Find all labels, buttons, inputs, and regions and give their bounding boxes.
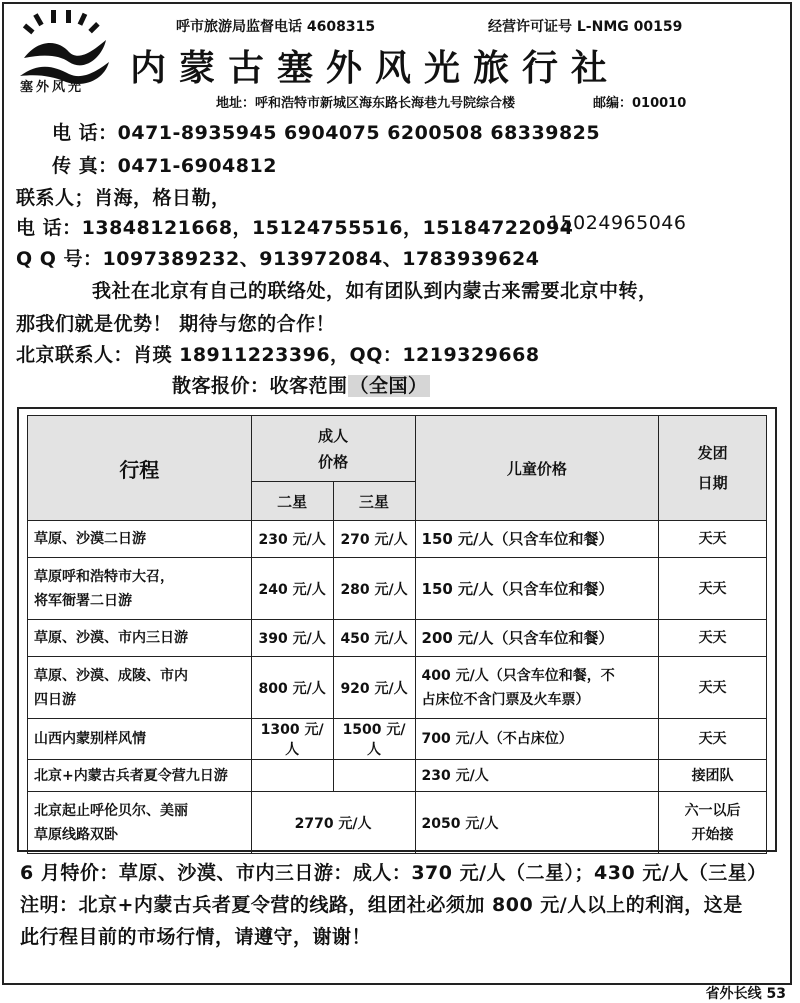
route-cell-line: 草原、沙漠二日游	[34, 531, 146, 547]
child-price-line: 200 元/人（只含车位和餐）	[421, 629, 614, 647]
depart-date	[659, 521, 767, 558]
header-three-star: 三星	[333, 482, 415, 521]
note-line2: 此行程目前的市场行情，请遵守，谢谢！	[20, 926, 372, 948]
route-cell	[28, 760, 252, 792]
mobile-label: 电 话：	[16, 217, 82, 239]
depart-date	[659, 792, 767, 854]
table-row	[28, 760, 767, 792]
depart-date-line: 天天	[698, 531, 727, 547]
route-cell	[28, 558, 252, 620]
depart-date-line: 天天	[698, 731, 727, 747]
table-row	[28, 719, 767, 760]
depart-date	[659, 620, 767, 657]
table-row	[28, 521, 767, 558]
header-child-price: 儿童价格	[415, 416, 659, 521]
header-adult-price-label: 价格	[318, 452, 349, 471]
table-header-row	[28, 416, 767, 482]
beijing-office-line1: 我社在北京有自己的联络处，如有团队到内蒙古来需要北京中转，	[92, 280, 658, 302]
license-number: 经营许可证号 L-NMG 00159	[488, 19, 683, 35]
child-price	[415, 521, 659, 558]
table-row	[28, 657, 767, 719]
june-special: 6 月特价：草原、沙漠、市内三日游：成人：370 元/人（二星）；430 元/人（三星）	[20, 862, 767, 884]
child-price	[415, 760, 659, 792]
child-price-line: 占床位不含门票及火车票）	[421, 691, 590, 708]
child-price	[415, 620, 659, 657]
mobile-row	[16, 213, 573, 240]
three-star-price: 270 元/人	[333, 521, 415, 558]
agency-name: 内蒙古塞外风光旅行社	[130, 47, 621, 89]
mobile-extra: 15024965046	[548, 212, 687, 234]
route-cell-line: 草原呼和浩特市大召，	[34, 568, 174, 585]
child-price-line: 150 元/人（只含车位和餐）	[421, 530, 614, 548]
fax-number: 0471-6904812	[117, 155, 277, 177]
three-star-price: 280 元/人	[333, 558, 415, 620]
contact-persons: 联系人；肖海，格日勒，	[16, 187, 231, 209]
child-price-line: 230 元/人	[421, 767, 489, 784]
phone-label: 电 话：	[52, 122, 118, 144]
mobile-numbers: 13848121668，15124755516，15184722094	[81, 217, 574, 239]
depart-date-line: 天天	[698, 580, 727, 597]
depart-date-line: 接团队	[691, 767, 734, 784]
two-star-price	[251, 760, 333, 792]
route-cell-line: 四日游	[34, 691, 76, 708]
address: 地址：呼和浩特市新城区海东路长海巷九号院综合楼	[216, 96, 516, 111]
depart-date	[659, 558, 767, 620]
table-row	[28, 620, 767, 657]
route-cell-line: 北京起止呼伦贝尔、美丽	[34, 802, 188, 819]
route-cell-line: 山西内蒙别样风情	[34, 731, 146, 747]
header-adult-price	[251, 416, 415, 482]
price-table	[27, 415, 767, 854]
child-price	[415, 558, 659, 620]
depart-date-line: 开始接	[691, 826, 734, 843]
page-footer: 省外长线 53	[705, 986, 786, 1002]
header-route: 行程	[28, 416, 252, 521]
child-price-line: 400 元/人（只含车位和餐，不	[421, 667, 615, 684]
two-star-price: 390 元/人	[251, 620, 333, 657]
table-row	[28, 558, 767, 620]
child-price-line: 700 元/人（不占床位）	[421, 731, 573, 747]
route-cell	[28, 657, 252, 719]
qq-label: Q Q 号：	[16, 248, 103, 270]
route-cell	[28, 792, 252, 854]
quote-scope: （全国）	[349, 375, 428, 397]
qq-numbers: 1097389232、913972084、1783939624	[102, 248, 540, 270]
depart-date-line: 天天	[698, 679, 727, 696]
logo-text: 塞外风光	[20, 80, 85, 95]
three-star-price: 1500 元/人	[333, 719, 415, 760]
fax-row	[52, 151, 277, 178]
phone-numbers: 0471-8935945 6904075 6200508 68339825	[117, 122, 601, 144]
route-cell	[28, 521, 252, 558]
route-cell-line: 草原线路双卧	[34, 826, 118, 843]
two-star-price: 1300 元/人	[251, 719, 333, 760]
three-star-price: 920 元/人	[333, 657, 415, 719]
phone-row	[52, 118, 600, 145]
quote-label: 散客报价：收客范围	[172, 375, 348, 397]
two-star-price: 230 元/人	[251, 521, 333, 558]
beijing-office-line2: 那我们就是优势！ 期待与您的合作！	[16, 313, 336, 335]
route-cell-line: 草原、沙漠、成陵、市内	[34, 667, 188, 684]
qq-row	[16, 244, 539, 271]
child-price	[415, 657, 659, 719]
child-price	[415, 719, 659, 760]
postcode: 邮编：010010	[593, 96, 687, 111]
table-body	[28, 521, 767, 854]
adult-price-merged: 2770 元/人	[251, 792, 415, 854]
two-star-price: 240 元/人	[251, 558, 333, 620]
quote-intro	[172, 371, 430, 398]
child-price: 2050 元/人	[415, 792, 659, 854]
route-cell	[28, 719, 252, 760]
three-star-price	[333, 760, 415, 792]
supervision-hotline: 呼市旅游局监督电话 4608315	[176, 19, 376, 35]
two-star-price: 800 元/人	[251, 657, 333, 719]
route-cell-line: 北京+内蒙古兵者夏令营九日游	[34, 767, 228, 784]
header-depart-date	[659, 416, 767, 521]
table-row	[28, 792, 767, 854]
fax-label: 传 真：	[52, 155, 118, 177]
header-depart: 发团	[697, 444, 728, 462]
header-date: 日期	[697, 474, 728, 492]
beijing-contact: 北京联系人：肖瑛 18911223396，QQ：1219329668	[16, 344, 540, 366]
depart-date	[659, 760, 767, 792]
depart-date	[659, 719, 767, 760]
depart-date-line: 天天	[698, 630, 727, 646]
header-adult: 成人	[318, 426, 349, 445]
route-cell-line: 将军衙署二日游	[34, 592, 132, 609]
note-line1: 注明：北京+内蒙古兵者夏令营的线路，组团社必须加 800 元/人以上的利润，这是	[20, 894, 743, 916]
route-cell-line: 草原、沙漠、市内三日游	[34, 630, 188, 646]
route-cell	[28, 620, 252, 657]
three-star-price: 450 元/人	[333, 620, 415, 657]
depart-date-line: 六一以后	[684, 802, 741, 819]
header-two-star: 二星	[251, 482, 333, 521]
depart-date	[659, 657, 767, 719]
child-price-line: 150 元/人（只含车位和餐）	[421, 579, 614, 598]
